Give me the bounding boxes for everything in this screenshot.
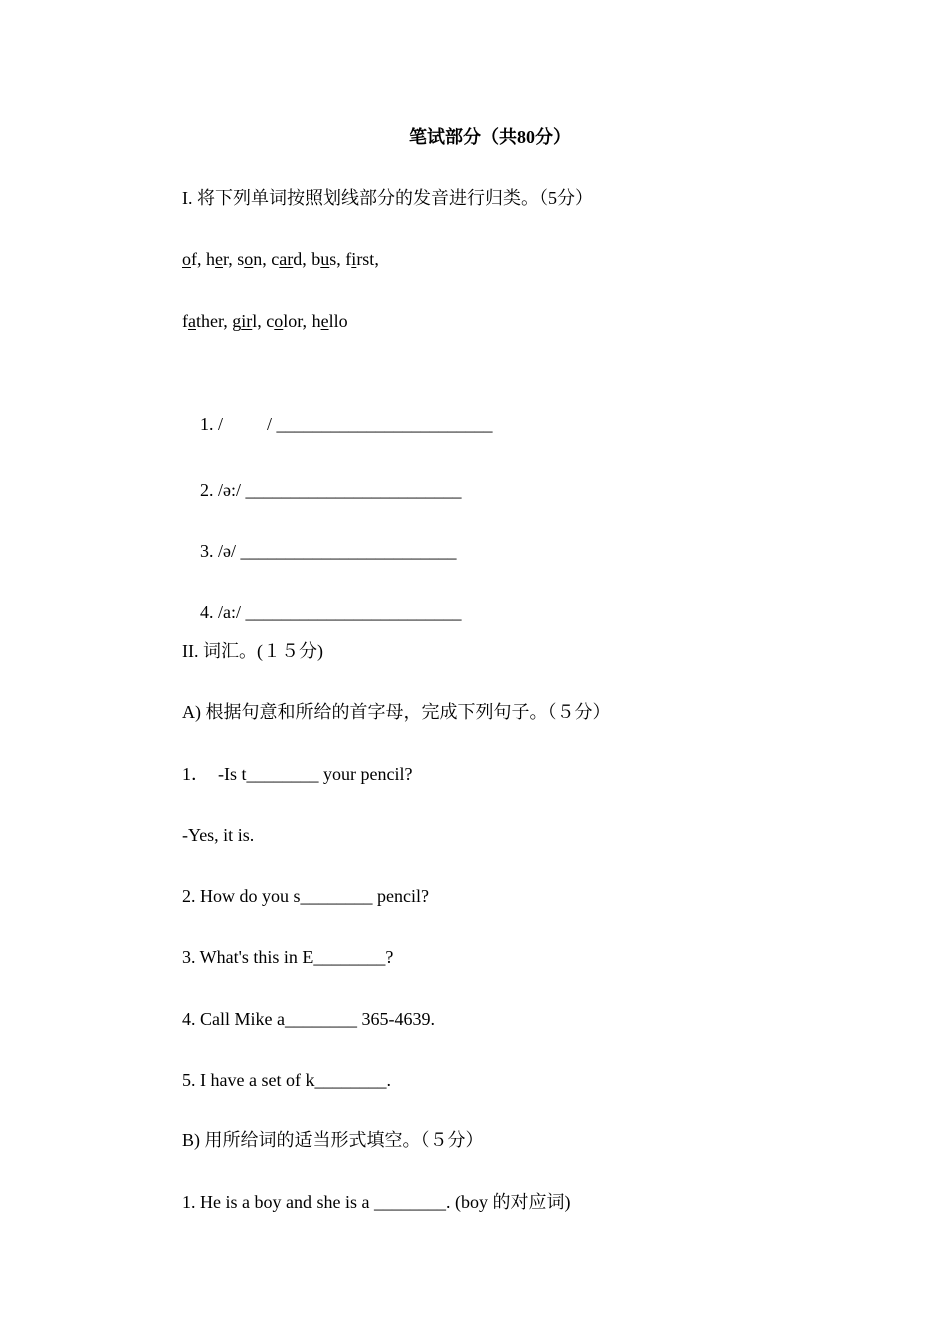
answer-blank: ________________________ [245,480,462,500]
phonetic-symbol: a: [223,602,237,622]
answer-blank: ________________________ [245,602,462,622]
word-list-line-1 [182,248,379,270]
section2-heading: II. 词汇。(１５分) [182,641,323,661]
underlined-sound: e [215,249,223,269]
word-item: first, [345,249,379,269]
partA-question-3: 3. What's this in E________? [182,947,394,967]
page-title: 笔试部分（共80分） [409,127,571,147]
phonetic-symbol: ə: [223,480,237,500]
word-item: girl, [232,311,267,331]
underlined-sound: o [244,249,254,269]
answer-blank: ________________________ [240,541,457,561]
phonetic-item-4: 4. /a:/ ________________________ [200,602,462,622]
partB-question-1: 1. He is a boy and she is a ________. (boy 的对应词) [182,1192,571,1212]
partB-heading: B) 用所给词的适当形式填空。（５分） [182,1130,484,1150]
phonetic-item-3: 3. /ə/ ________________________ [200,541,457,561]
word-item: color, [266,311,312,331]
partA-question-5: 5. I have a set of k________. [182,1070,391,1090]
underlined-sound: e [320,311,329,331]
phonetic-symbol: ə [223,541,232,561]
word-item: son, [237,249,272,269]
partA-question-2: 2. How do you s________ pencil? [182,886,429,906]
underlined-sound: o [182,249,191,269]
answer-blank: ________________________ [276,414,493,434]
underlined-sound: a [188,311,196,331]
word-list-line-2 [182,310,348,332]
section1-heading: I. 将下列单词按照划线部分的发音进行归类。（5分） [182,188,593,208]
partA-heading: A) 根据句意和所给的首字母，完成下列句子。（５分） [182,702,611,722]
underlined-sound: ir [241,311,253,331]
word-item: her, [206,249,238,269]
partA-question-1: 1． -Is t________ your pencil? [182,764,413,784]
partA-answer-1: -Yes, it is. [182,825,255,845]
word-item: hello [311,311,348,331]
word-item: bus, [311,249,346,269]
word-item: of, [182,249,206,269]
underlined-sound: i [351,249,357,269]
phonetic-item-2: 2. /ə:/ ________________________ [200,480,462,500]
underlined-sound: o [274,311,284,331]
phonetic-item-1: 1. / / ________________________ [200,414,493,434]
underlined-sound: u [320,249,330,269]
partA-question-4: 4. Call Mike a________ 365-4639. [182,1009,435,1029]
underlined-sound: ar [279,249,294,269]
word-item: father, [182,311,233,331]
word-item: card, [271,249,312,269]
